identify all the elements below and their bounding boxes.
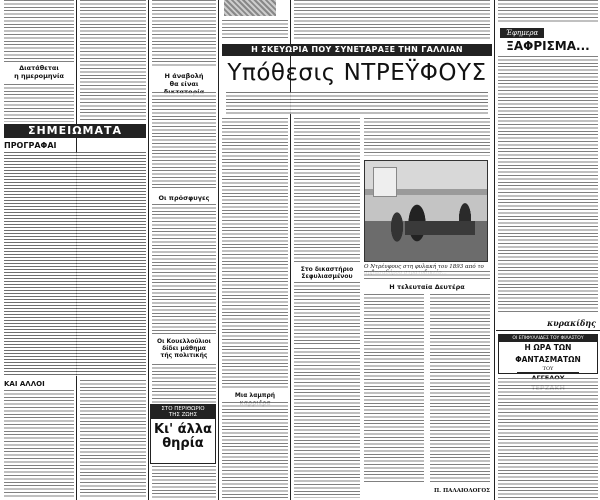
feature-byline: Π. ΠΑΛΑΙΟΛΟΓΟΣ: [433, 488, 490, 494]
article-text: [364, 294, 424, 484]
article-subheading: Οι πρόσφυγες: [158, 194, 210, 202]
ephemera-title: ΞΑΦΡΙΣΜΑ...: [506, 39, 590, 53]
feuilleton-title: Η ΩΡΑ ΤΩΝ ΦΑΝΤΑΣΜΑΤΩΝ: [515, 343, 581, 364]
article-text: [222, 402, 288, 498]
article-subheading: ΠΡΟΓΡΑΦΑΙ: [4, 141, 57, 150]
feuilleton-label: ΟΙ ΕΠΙΦΥΛΛΙΔΕΣ ΤΟΥ ΦΙΛΑΣΤΟΥ: [499, 335, 597, 342]
article-subheading: Διατάθεται η ημερομηνία: [14, 64, 64, 80]
feature-banner: Η ΣΚΕΥΩΡΙΑ ΠΟΥ ΣΥΝΕΤΑΡΑΞΕ ΤΗΝ ΓΑΛΛΙΑΝ: [222, 44, 492, 56]
photo-caption-text: [364, 271, 490, 279]
article-text: [222, 20, 288, 40]
column-rule: [148, 0, 149, 500]
article-text: [294, 348, 360, 498]
article-text: [4, 0, 74, 62]
article-text: [430, 294, 490, 484]
article-subheading: Η άναβολή θα είναι: [164, 72, 204, 88]
window-shape: [373, 167, 397, 197]
feature-intro: [226, 92, 488, 114]
feature-box: [150, 404, 216, 464]
feature-box-label: ΣΤΟ ΠΕΡΙΘΩΡΙΟ ΤΗΣ ΖΩΗΣ: [151, 405, 215, 419]
article-text: [152, 204, 216, 334]
ephemera-label: Έφημερα: [500, 28, 544, 38]
article-subheading: Μια λαμπρή: [234, 392, 276, 399]
article-text: [294, 118, 360, 263]
article-text: [80, 0, 146, 122]
article-subheading: Η τελευταία Δευτέρα: [389, 283, 465, 291]
column-rule: [494, 0, 495, 500]
article-text: [4, 84, 74, 122]
feature-title: Υπόθεσις ΝΤΡΕΫΦΟΥΣ: [227, 60, 487, 86]
article-text: [152, 0, 216, 68]
article-text: [498, 378, 598, 498]
section-header-semeiomata: ΣΗΜΕΙΩΜΑΤΑ: [4, 124, 146, 138]
feuilleton-box: [498, 334, 598, 374]
feature-box-title: Κι' άλλα θηρία: [154, 422, 212, 451]
ephemera-author: κυρακίδης: [547, 318, 596, 328]
column-rule: [218, 0, 219, 500]
article-text: [4, 390, 74, 498]
article-subheading: Στο δικαστήριο Σεφυλιασμένου: [300, 266, 354, 280]
article-subheading: ΚΑΙ ΑΛΛΟΙ: [4, 380, 45, 388]
article-text: [498, 0, 598, 22]
article-text: [80, 380, 146, 498]
courtroom-photo: [364, 160, 488, 262]
article-text: [4, 152, 146, 376]
photo-caption: Ο Ντρέυφους στη φυλακή του 1893 από το: [364, 264, 484, 270]
article-text: [364, 118, 490, 156]
section-rule: [496, 330, 600, 331]
article-text: [498, 56, 598, 314]
article-subheading: Οι Κουελλούλιοι δίδει μάθημα τής πολιτικής: [156, 338, 212, 359]
article-text: [152, 92, 216, 190]
desk-shape: [405, 221, 475, 235]
article-text: [294, 282, 360, 344]
feuilleton-sub: ΤΟΥ: [542, 366, 554, 372]
article-text: [222, 118, 288, 388]
article-text: [294, 0, 490, 40]
clipping-photo: [224, 0, 276, 16]
